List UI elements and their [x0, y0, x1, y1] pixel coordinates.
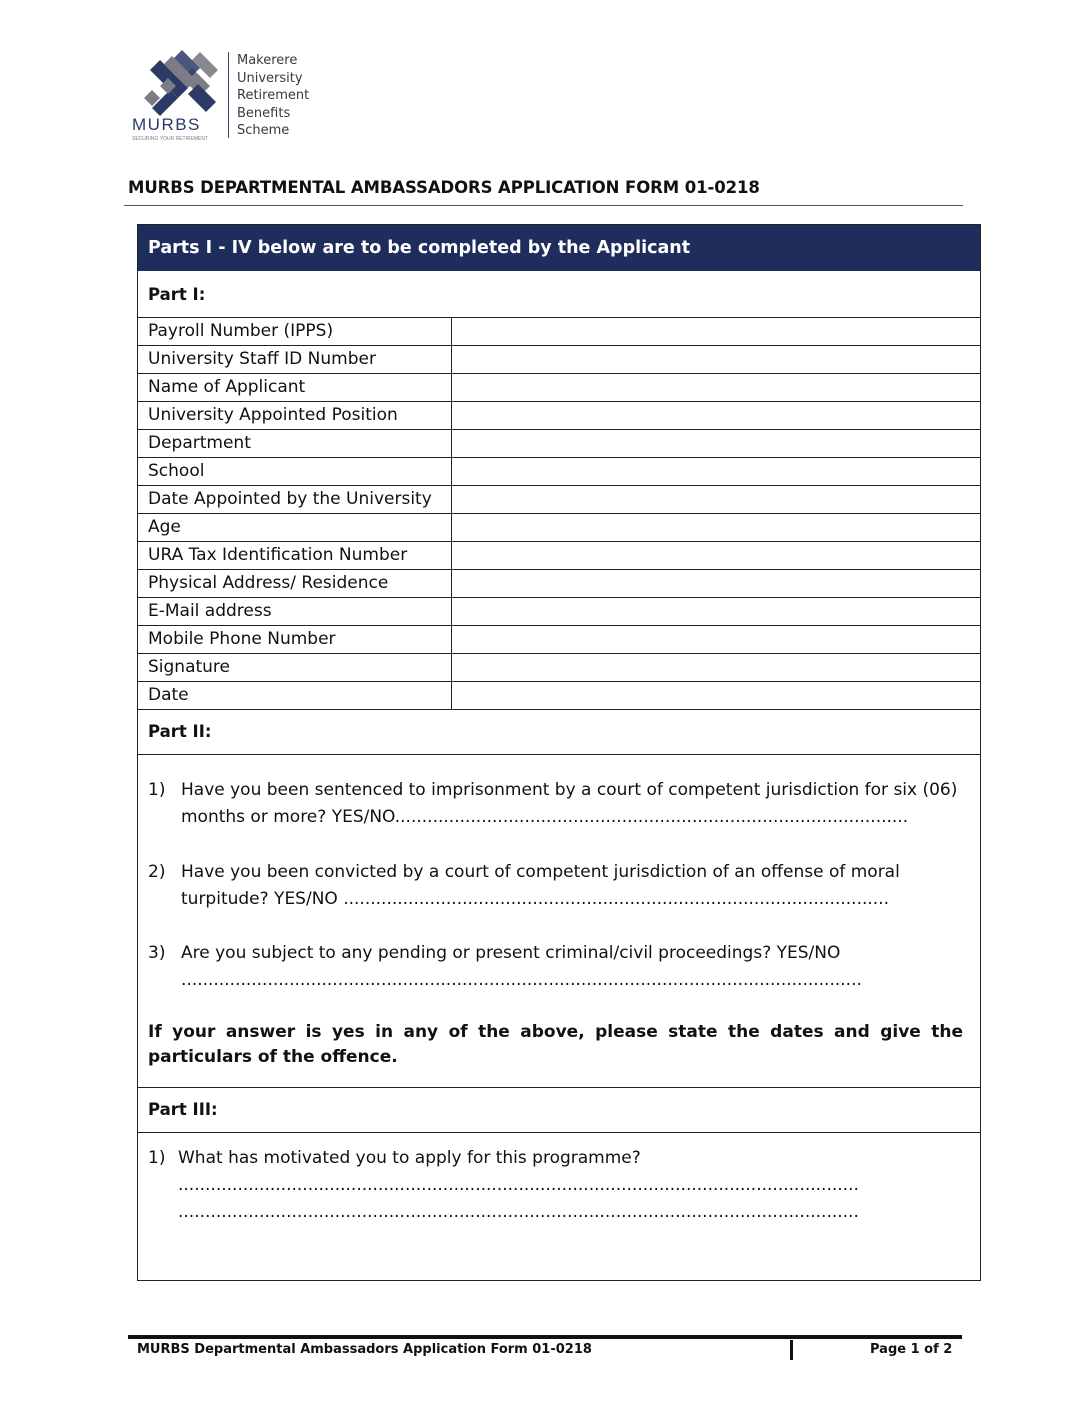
field-label: Date	[148, 685, 189, 705]
logo-mark-icon	[144, 50, 218, 116]
field-row	[138, 653, 980, 681]
field-row	[138, 485, 980, 513]
divider	[138, 1132, 980, 1133]
field-input[interactable]	[454, 485, 974, 513]
row-divider	[138, 709, 980, 710]
answer-line[interactable]: ..............................................................................................................................	[178, 1202, 859, 1222]
logo-tagline: SECURING YOUR RETIREMENT	[132, 136, 209, 142]
title-divider	[124, 205, 963, 206]
field-label: Mobile Phone Number	[148, 629, 336, 649]
question-text: Have you been sentenced to imprisonment by a court of competent jurisdiction for six (06)	[181, 780, 958, 800]
field-input[interactable]	[454, 429, 974, 457]
question-number: 1)	[148, 780, 166, 800]
field-row	[138, 429, 980, 457]
field-input[interactable]	[454, 345, 974, 373]
question-1	[148, 777, 963, 833]
field-label: URA Tax Identification Number	[148, 545, 408, 565]
field-input[interactable]	[454, 457, 974, 485]
footer-page-number: Page 1 of 2	[870, 1342, 953, 1357]
field-row	[138, 317, 980, 345]
field-label: E-Mail address	[148, 601, 272, 621]
field-input[interactable]	[454, 401, 974, 429]
field-row	[138, 345, 980, 373]
answer-line[interactable]: ..............................................................................................................................	[178, 1175, 859, 1195]
divider	[138, 1087, 980, 1088]
field-row	[138, 597, 980, 625]
field-input[interactable]	[454, 373, 974, 401]
logo-org-line: Benefits	[237, 105, 291, 121]
instruction-note: If your answer is yes in any of the above, please state the dates and give the particulars of the offence.	[148, 1022, 963, 1067]
question-text: What has motivated you to apply for this programme?	[178, 1148, 641, 1168]
logo-org-line: Makerere	[237, 53, 298, 68]
logo-org-line: Scheme	[237, 123, 290, 139]
divider	[138, 754, 980, 755]
field-row	[138, 681, 980, 709]
question-number: 3)	[148, 943, 166, 963]
field-label: Department	[148, 433, 251, 453]
field-input[interactable]	[454, 653, 974, 681]
field-input[interactable]	[454, 625, 974, 653]
document-title: MURBS DEPARTMENTAL AMBASSADORS APPLICATION FORM 01-0218	[128, 178, 760, 197]
application-form	[137, 224, 981, 1281]
footer-divider	[128, 1335, 962, 1339]
field-input[interactable]	[454, 513, 974, 541]
question-text: turpitude? YES/NO	[181, 889, 338, 909]
field-row	[138, 373, 980, 401]
answer-line[interactable]: months or more? YES/NO...............................................................................................	[181, 807, 909, 827]
footer-separator	[790, 1340, 793, 1360]
field-label: University Staff ID Number	[148, 349, 376, 369]
field-input[interactable]	[454, 317, 974, 345]
column-divider	[451, 317, 452, 709]
question-text: months or more? YES/NO	[181, 807, 395, 827]
question-text: Are you subject to any pending or present criminal/civil proceedings? YES/NO	[181, 943, 841, 963]
logo-divider	[228, 52, 229, 138]
question-number: 1)	[148, 1148, 166, 1168]
question-text: Have you been convicted by a court of competent jurisdiction of an offense of moral	[181, 862, 900, 882]
question-number: 2)	[148, 862, 166, 882]
part-1-label: Part I:	[148, 285, 206, 304]
field-row	[138, 541, 980, 569]
field-row	[138, 457, 980, 485]
part-3-question-1	[148, 1145, 963, 1229]
field-label: Name of Applicant	[148, 377, 306, 397]
part-3-label: Part III:	[148, 1100, 218, 1119]
field-input[interactable]	[454, 569, 974, 597]
field-row	[138, 625, 980, 653]
field-row	[138, 569, 980, 597]
form-header: Parts I - IV below are to be completed by the Applicant	[138, 225, 980, 271]
field-label: School	[148, 461, 205, 481]
field-label: University Appointed Position	[148, 405, 398, 425]
field-input[interactable]	[454, 541, 974, 569]
question-2	[148, 859, 963, 915]
footer-form-name: MURBS Departmental Ambassadors Application Form 01-0218	[137, 1342, 592, 1357]
answer-line[interactable]: turpitude? YES/NO .....................................................................................................	[181, 889, 890, 909]
logo-org-line: Retirement	[237, 88, 310, 104]
answer-line[interactable]: ..............................................................................................................................	[181, 970, 862, 990]
field-input[interactable]	[454, 681, 974, 709]
question-3	[148, 940, 963, 996]
logo-org-line: University	[237, 70, 303, 86]
field-label: Age	[148, 517, 181, 537]
field-label: Signature	[148, 657, 231, 677]
part-2-label: Part II:	[148, 722, 212, 741]
field-row	[138, 513, 980, 541]
logo-org-name	[237, 52, 309, 140]
field-row	[138, 401, 980, 429]
logo-wordmark: MURBS	[132, 115, 201, 134]
field-label: Physical Address/ Residence	[148, 573, 389, 593]
field-label: Payroll Number (IPPS)	[148, 321, 334, 341]
field-label: Date Appointed by the University	[148, 489, 432, 509]
field-input[interactable]	[454, 597, 974, 625]
